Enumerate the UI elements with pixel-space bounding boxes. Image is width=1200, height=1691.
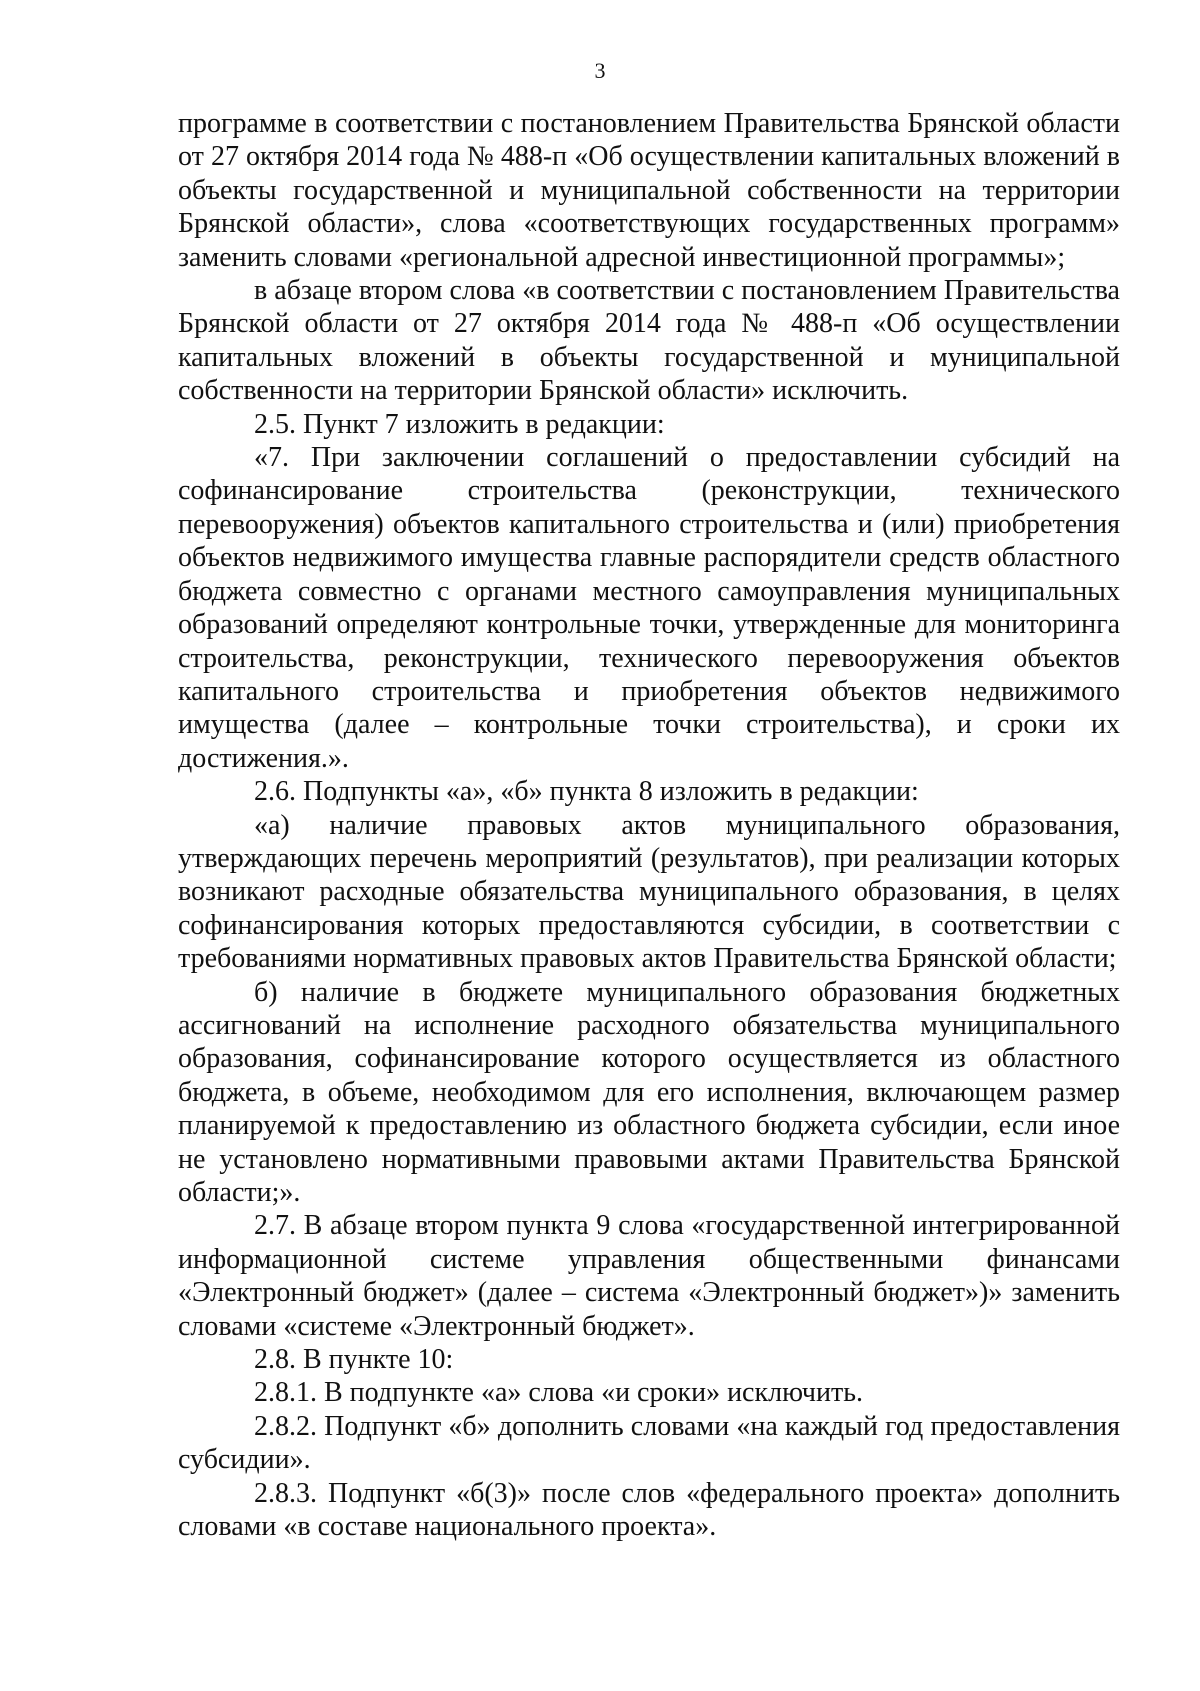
- paragraph-continuation: программе в соответствии с постановлением Правительства Брянской области от 27 октября 2014 года № 488-п «Об осуществлении капитальных вложений в объекты государственной и муниципальной собственности на территории Брянской области», слова «соответствующих государственных программ» заменить словами «региональной адресной инвестиционной программы»;: [178, 108, 1120, 273]
- paragraph-item-2-8-3: 2.8.3. Подпункт «б(3)» после слов «федерального проекта» дополнить словами «в составе национального проекта».: [178, 1477, 1120, 1543]
- paragraph-item-2-7: 2.7. В абзаце втором пункта 9 слова «государственной интегрированной информационной системе управления общественными финансами «Электронный бюджет» (далее – система «Электронный бюджет»)» заменить словами «системе «Электронный бюджет».: [178, 1210, 1120, 1342]
- paragraph-point-7: «7. При заключении соглашений о предоставлении субсидий на софинансирование строительства (реконструкции, технического перевооружения) объектов капитального строительства и (или) приобретения объектов недвижимого имущества главные распорядители средств областного бюджета совместно с органами местного самоуправления муниципальных образований определяют контрольные точки, утвержденные для мониторинга строительства, реконструкции, технического перевооружения объектов капитального строительства и приобретения объектов недвижимого имущества (далее – контрольные точки строительства), и сроки их достижения.».: [178, 442, 1120, 774]
- paragraph-item-2-8: 2.8. В пункте 10:: [254, 1344, 454, 1376]
- paragraph-item-2-8-2: 2.8.2. Подпункт «б» дополнить словами «на каждый год предоставления субсидии».: [178, 1410, 1120, 1476]
- paragraph-subpoint-b: б) наличие в бюджете муниципального образования бюджетных ассигнований на исполнение расходного обязательства муниципального образования, софинансирование которого осуществляется из областного бюджета, в объеме, необходимом для его исполнения, включающем размер планируемой к предоставлению из областного бюджета субсидии, если иное не установлено нормативными правовыми актами Правительства Брянской области;».: [178, 976, 1120, 1208]
- page-number: 3: [594, 58, 606, 83]
- paragraph-subpoint-a: «а) наличие правовых актов муниципального образования, утверждающих перечень мероприятий (результатов), при реализации которых возникают расходные обязательства муниципального образования, в целях софинансирования которых предоставляются субсидии, в соответствии с требованиями нормативных правовых актов Правительства Брянской области;: [178, 809, 1120, 975]
- document-body: [178, 107, 1120, 1543]
- paragraph-item-2-5: 2.5. Пункт 7 изложить в редакции:: [254, 408, 665, 440]
- paragraph-second-abzats: в абзаце втором слова «в соответствии с постановлением Правительства Брянской области от 27 октября 2014 года № 488-п «Об осуществлении капитальных вложений в объекты государственной и муниципальной собственности на территории Брянской области» исключить.: [178, 275, 1120, 407]
- paragraph-item-2-8-1: 2.8.1. В подпункте «а» слова «и сроки» исключить.: [254, 1377, 863, 1409]
- paragraph-item-2-6: 2.6. Подпункты «а», «б» пункта 8 изложить в редакции:: [254, 776, 919, 808]
